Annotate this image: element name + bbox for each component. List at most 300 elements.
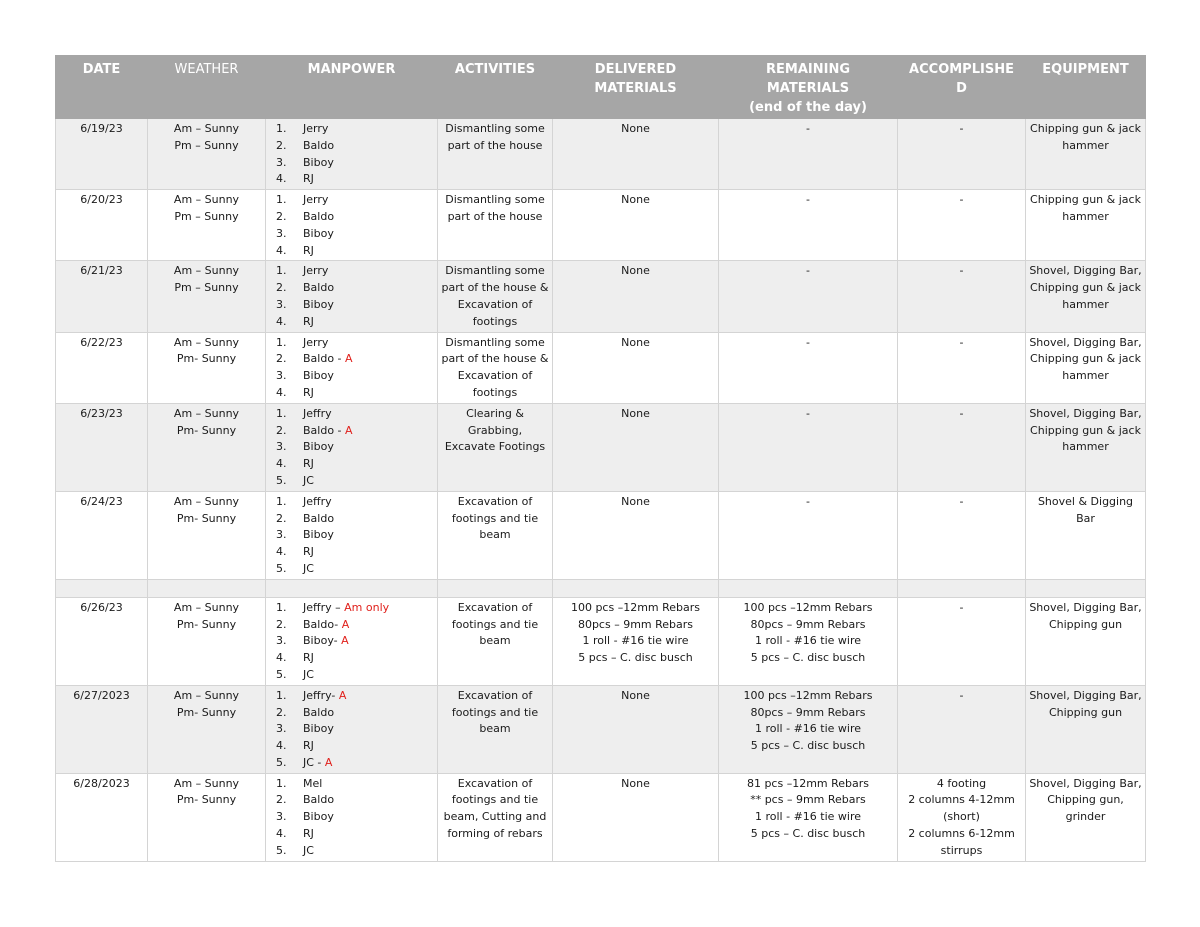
date-cell: 6/28/2023 [56, 773, 148, 861]
remaining-cell-line: 1 roll - #16 tie wire [754, 634, 862, 648]
crew-name: Baldo - [303, 352, 346, 366]
crew-number: 5. [276, 561, 287, 575]
crew-member [276, 688, 434, 705]
header-accomplished: ACCOMPLISHE D [898, 56, 1026, 119]
table-row [56, 261, 1146, 332]
crew-number: 1. [276, 335, 287, 349]
accomplished-cell-line: 2 columns 4-12mm [908, 793, 1015, 807]
crew-list [269, 121, 434, 188]
manpower-cell [266, 597, 438, 685]
crew-number: 3. [276, 634, 287, 648]
crew-name: Jeffry [303, 494, 332, 508]
crew-number: 1. [276, 264, 287, 278]
crew-name: RJ [303, 739, 314, 753]
accomplished-cell-line: - [959, 600, 964, 614]
empty-cell [438, 579, 553, 597]
remaining-cell-line: - [806, 494, 810, 508]
date-cell: 6/23/23 [56, 403, 148, 491]
manpower-cell [266, 190, 438, 261]
crew-number: 1. [276, 122, 287, 135]
crew-number: 2. [276, 423, 287, 437]
remaining-cell-line: 5 pcs – C. disc busch [750, 739, 866, 753]
crew-name: Baldo [303, 705, 335, 719]
accomplished-cell-line: - [959, 122, 964, 135]
accomplished-cell-line: - [959, 264, 964, 278]
activities-cell [438, 491, 553, 579]
crew-number: 3. [276, 369, 287, 383]
equipment-cell-text: Shovel, Digging Bar, Chipping gun & jack hammer [1029, 335, 1142, 383]
crew-number: 5. [276, 473, 287, 487]
crew-member [276, 368, 434, 385]
delivered-cell [553, 332, 719, 403]
crew-number: 5. [276, 843, 287, 857]
weather-cell-line: Am – Sunny [173, 193, 240, 207]
remaining-cell-line: ** pcs – 9mm Rebars [750, 793, 866, 807]
crew-name: Baldo [303, 511, 335, 525]
crew-number: 2. [276, 138, 287, 152]
date-cell: 6/26/23 [56, 597, 148, 685]
crew-member [276, 138, 434, 155]
weather-cell-line: Am – Sunny [173, 600, 240, 614]
crew-number: 3. [276, 440, 287, 454]
date-cell: 6/20/23 [56, 190, 148, 261]
daily-report-table [55, 55, 1146, 862]
attendance-mark: Am only [344, 600, 390, 614]
crew-member [276, 456, 434, 473]
crew-member [276, 209, 434, 226]
weather-cell [148, 773, 266, 861]
activities-cell-text: Excavation of footings and tie beam, Cutting and forming of rebars [443, 776, 547, 841]
empty-cell [266, 579, 438, 597]
crew-number: 2. [276, 511, 287, 525]
header-date: DATE [56, 56, 148, 119]
crew-name: Baldo - [303, 423, 346, 437]
crew-name: Biboy [303, 297, 334, 311]
crew-name: RJ [303, 314, 314, 328]
accomplished-cell-line: - [959, 335, 964, 349]
crew-name: Baldo [303, 793, 335, 807]
crew-number: 5. [276, 667, 287, 681]
activities-cell [438, 119, 553, 190]
weather-cell-line: Am – Sunny [173, 494, 240, 508]
crew-name: Biboy- [303, 634, 342, 648]
crew-member [276, 792, 434, 809]
weather-cell-line: Pm- Sunny [176, 617, 237, 631]
crew-name: JC - [303, 755, 325, 769]
delivered-cell [553, 491, 719, 579]
attendance-mark: A [345, 352, 353, 366]
crew-list [269, 688, 434, 772]
crew-number: 2. [276, 281, 287, 295]
manpower-cell [266, 119, 438, 190]
crew-list [269, 406, 434, 490]
activities-cell [438, 403, 553, 491]
delivered-cell-line: None [621, 776, 650, 790]
accomplished-cell-line: - [959, 494, 964, 508]
date-cell: 6/27/2023 [56, 685, 148, 773]
crew-list [269, 494, 434, 578]
crew-member [276, 843, 434, 860]
table-row-blank [56, 579, 1146, 597]
table-row [56, 773, 1146, 861]
remaining-cell-line: - [806, 193, 810, 207]
accomplished-cell [898, 190, 1026, 261]
attendance-mark: A [341, 634, 349, 648]
remaining-cell-line: - [806, 335, 810, 349]
table-row [56, 190, 1146, 261]
empty-cell [56, 579, 148, 597]
weather-cell-line: Pm- Sunny [176, 511, 237, 525]
crew-name: Biboy [303, 155, 334, 169]
crew-number: 4. [276, 385, 287, 399]
delivered-cell-line: None [621, 406, 650, 420]
crew-number: 3. [276, 810, 287, 824]
delivered-cell-line: None [621, 335, 650, 349]
crew-name: JC [303, 473, 314, 487]
equipment-cell [1026, 403, 1146, 491]
crew-number: 4. [276, 827, 287, 841]
manpower-cell [266, 332, 438, 403]
crew-number: 1. [276, 494, 287, 508]
manpower-cell [266, 491, 438, 579]
accomplished-cell [898, 119, 1026, 190]
weather-cell [148, 403, 266, 491]
remaining-cell-line: - [806, 264, 810, 278]
equipment-cell [1026, 773, 1146, 861]
weather-cell-line: Am – Sunny [173, 688, 240, 702]
crew-name: RJ [303, 827, 314, 841]
crew-number: 1. [276, 406, 287, 420]
remaining-cell-line: 81 pcs –12mm Rebars [746, 776, 870, 790]
header-manpower: MANPOWER [266, 56, 438, 119]
crew-name: Biboy [303, 440, 334, 454]
accomplished-cell [898, 597, 1026, 685]
equipment-cell-text: Shovel, Digging Bar, Chipping gun [1029, 600, 1142, 631]
equipment-cell-text: Shovel, Digging Bar, Chipping gun & jack hammer [1029, 406, 1142, 454]
remaining-cell-line: 5 pcs – C. disc busch [750, 827, 866, 841]
weather-cell-line: Am – Sunny [173, 264, 240, 278]
activities-cell [438, 332, 553, 403]
crew-member [276, 406, 434, 423]
weather-cell-line: Am – Sunny [173, 335, 240, 349]
crew-member [276, 280, 434, 297]
remaining-cell [719, 491, 898, 579]
manpower-cell [266, 773, 438, 861]
crew-member [276, 705, 434, 722]
empty-cell [553, 579, 719, 597]
header-equipment: EQUIPMENT [1026, 56, 1146, 119]
crew-member [276, 544, 434, 561]
crew-number: 1. [276, 193, 287, 207]
weather-cell-line: Am – Sunny [173, 776, 240, 790]
crew-name: Jerry [303, 193, 329, 207]
crew-number: 4. [276, 314, 287, 328]
delivered-cell-line: 5 pcs – C. disc busch [578, 651, 693, 665]
crew-member [276, 423, 434, 440]
manpower-cell [266, 685, 438, 773]
crew-name: RJ [303, 651, 314, 665]
crew-name: Jerry [303, 264, 329, 278]
crew-list [269, 192, 434, 259]
table-row [56, 685, 1146, 773]
remaining-cell [719, 773, 898, 861]
crew-member [276, 473, 434, 490]
crew-number: 3. [276, 722, 287, 736]
crew-number: 4. [276, 739, 287, 753]
equipment-cell [1026, 685, 1146, 773]
attendance-mark: A [324, 755, 333, 769]
table-header [56, 56, 1146, 119]
date-cell: 6/24/23 [56, 491, 148, 579]
crew-number: 3. [276, 528, 287, 542]
delivered-cell-line: 80pcs – 9mm Rebars [577, 617, 694, 631]
accomplished-cell-line: 2 columns 6-12mm [908, 827, 1015, 841]
crew-member [276, 335, 434, 352]
equipment-cell [1026, 190, 1146, 261]
crew-list [269, 776, 434, 860]
crew-number: 4. [276, 172, 287, 186]
crew-number: 2. [276, 793, 287, 807]
crew-member [276, 439, 434, 456]
attendance-mark: A [345, 423, 353, 437]
header-delivered-materials: DELIVERED MATERIALS [553, 56, 719, 119]
crew-member [276, 192, 434, 209]
remaining-cell-line: 1 roll - #16 tie wire [754, 722, 862, 736]
weather-cell [148, 261, 266, 332]
accomplished-cell-line: - [959, 193, 964, 207]
delivered-cell-line: None [621, 494, 650, 508]
crew-name: JC [303, 561, 314, 575]
empty-cell [898, 579, 1026, 597]
equipment-cell [1026, 491, 1146, 579]
crew-name: Baldo- [303, 617, 342, 631]
crew-number: 1. [276, 688, 287, 702]
crew-number: 2. [276, 209, 287, 223]
crew-name: RJ [303, 172, 314, 186]
delivered-cell [553, 773, 719, 861]
crew-member [276, 809, 434, 826]
remaining-cell [719, 332, 898, 403]
equipment-cell-text: Shovel, Digging Bar, Chipping gun, grinder [1029, 776, 1142, 824]
equipment-cell-text: Shovel, Digging Bar, Chipping gun [1029, 688, 1142, 719]
weather-cell-line: Am – Sunny [173, 122, 240, 135]
remaining-cell-line: - [806, 406, 810, 420]
crew-name: RJ [303, 243, 314, 257]
crew-number: 5. [276, 755, 287, 769]
weather-cell [148, 332, 266, 403]
crew-member [276, 494, 434, 511]
crew-number: 3. [276, 226, 287, 240]
activities-cell [438, 773, 553, 861]
delivered-cell-line: None [621, 688, 650, 702]
crew-number: 2. [276, 352, 287, 366]
crew-member [276, 600, 434, 617]
crew-number: 1. [276, 776, 287, 790]
crew-number: 3. [276, 155, 287, 169]
empty-cell [1026, 579, 1146, 597]
crew-name: Jerry [303, 122, 329, 135]
equipment-cell-text: Shovel, Digging Bar, Chipping gun & jack hammer [1029, 264, 1142, 311]
remaining-cell-line: 5 pcs – C. disc busch [750, 651, 866, 665]
crew-member [276, 561, 434, 578]
attendance-mark: A [338, 688, 347, 702]
delivered-cell [553, 190, 719, 261]
crew-number: 4. [276, 243, 287, 257]
equipment-cell [1026, 119, 1146, 190]
accomplished-cell [898, 773, 1026, 861]
attendance-mark: A [341, 617, 350, 631]
delivered-cell-line: None [621, 122, 650, 135]
crew-name: Baldo [303, 281, 335, 295]
crew-member [276, 155, 434, 172]
empty-cell [719, 579, 898, 597]
crew-name: JC [303, 667, 314, 681]
remaining-cell-line: 80pcs – 9mm Rebars [750, 617, 866, 631]
crew-member [276, 826, 434, 843]
weather-cell-line: Pm- Sunny [176, 793, 237, 807]
crew-member [276, 738, 434, 755]
table-row [56, 403, 1146, 491]
crew-list [269, 335, 434, 402]
activities-cell [438, 261, 553, 332]
delivered-cell-line: 1 roll - #16 tie wire [582, 634, 689, 648]
crew-name: Jerry [303, 335, 329, 349]
crew-name: Biboy [303, 722, 334, 736]
equipment-cell-text: Chipping gun & jack hammer [1030, 193, 1141, 223]
weather-cell-line: Pm – Sunny [174, 281, 239, 295]
activities-cell-text: Dismantling some part of the house [445, 193, 545, 223]
activities-cell-text: Dismantling some part of the house [445, 122, 545, 152]
weather-cell [148, 491, 266, 579]
crew-member [276, 617, 434, 634]
crew-number: 4. [276, 457, 287, 471]
crew-member [276, 243, 434, 260]
weather-cell [148, 190, 266, 261]
table-row [56, 332, 1146, 403]
weather-cell [148, 119, 266, 190]
crew-number: 3. [276, 297, 287, 311]
delivered-cell [553, 685, 719, 773]
crew-name: Baldo [303, 138, 335, 152]
crew-member [276, 527, 434, 544]
header-activities: ACTIVITIES [438, 56, 553, 119]
equipment-cell-text: Shovel & Digging Bar [1037, 494, 1134, 525]
delivered-cell-line: None [621, 193, 650, 207]
accomplished-cell [898, 491, 1026, 579]
empty-cell [148, 579, 266, 597]
crew-list [269, 600, 434, 684]
table-row [56, 119, 1146, 190]
crew-name: JC [303, 843, 314, 857]
remaining-cell-line: 1 roll - #16 tie wire [754, 810, 862, 824]
crew-number: 4. [276, 545, 287, 559]
table-body [56, 119, 1146, 862]
crew-member [276, 314, 434, 331]
remaining-cell [719, 190, 898, 261]
crew-member [276, 263, 434, 280]
crew-name: Biboy [303, 226, 334, 240]
crew-name: Baldo [303, 209, 335, 223]
crew-name: Biboy [303, 810, 334, 824]
accomplished-cell [898, 403, 1026, 491]
delivered-cell-line: 100 pcs –12mm Rebars [570, 600, 701, 614]
crew-name: Jeffry – [303, 600, 345, 614]
weather-cell [148, 597, 266, 685]
crew-name: RJ [303, 385, 314, 399]
weather-cell-line: Am – Sunny [173, 406, 240, 420]
date-cell: 6/22/23 [56, 332, 148, 403]
header-weather: WEATHER [148, 56, 266, 119]
crew-member [276, 650, 434, 667]
date-cell: 6/21/23 [56, 261, 148, 332]
accomplished-cell [898, 261, 1026, 332]
crew-name: Jeffry [303, 406, 332, 420]
crew-name: Mel [303, 776, 323, 790]
activities-cell-text: Dismantling some part of the house & Excavation of footings [441, 335, 549, 399]
equipment-cell [1026, 261, 1146, 332]
delivered-cell-line: None [621, 264, 650, 278]
remaining-cell [719, 261, 898, 332]
remaining-cell [719, 403, 898, 491]
table-row [56, 491, 1146, 579]
remaining-cell-line: 100 pcs –12mm Rebars [743, 688, 873, 702]
accomplished-cell [898, 685, 1026, 773]
activities-cell-text: Dismantling some part of the house & Excavation of footings [441, 264, 549, 328]
date-cell: 6/19/23 [56, 119, 148, 190]
remaining-cell [719, 597, 898, 685]
delivered-cell [553, 119, 719, 190]
remaining-cell [719, 119, 898, 190]
crew-member [276, 511, 434, 528]
crew-member [276, 171, 434, 188]
remaining-cell-line: - [806, 122, 810, 135]
equipment-cell [1026, 332, 1146, 403]
accomplished-cell-line: (short) [943, 810, 980, 824]
crew-member [276, 633, 434, 650]
activities-cell-text: Excavation of footings and tie beam [451, 494, 539, 542]
delivered-cell [553, 597, 719, 685]
crew-member [276, 667, 434, 684]
equipment-cell [1026, 597, 1146, 685]
crew-member [276, 121, 434, 138]
delivered-cell [553, 403, 719, 491]
weather-cell-line: Pm- Sunny [176, 705, 237, 719]
manpower-cell [266, 403, 438, 491]
crew-member [276, 351, 434, 368]
activities-cell-text: Clearing & Grabbing, Excavate Footings [444, 406, 546, 454]
accomplished-cell-line: stirrups [940, 843, 983, 857]
accomplished-cell-line: 4 footing [936, 776, 987, 790]
crew-member [276, 385, 434, 402]
weather-cell-line: Pm – Sunny [174, 209, 239, 223]
equipment-cell-text: Chipping gun & jack hammer [1030, 122, 1141, 152]
crew-name: RJ [303, 457, 314, 471]
activities-cell [438, 597, 553, 685]
crew-name: Biboy [303, 369, 334, 383]
crew-member [276, 755, 434, 772]
weather-cell-line: Pm- Sunny [176, 352, 237, 366]
remaining-cell [719, 685, 898, 773]
delivered-cell [553, 261, 719, 332]
activities-cell [438, 190, 553, 261]
table-row [56, 597, 1146, 685]
activities-cell [438, 685, 553, 773]
header-remaining-materials: REMAINING MATERIALS (end of the day) [719, 56, 898, 119]
weather-cell-line: Pm – Sunny [174, 138, 239, 152]
remaining-cell-line: 100 pcs –12mm Rebars [743, 600, 873, 614]
activities-cell-text: Excavation of footings and tie beam [451, 688, 539, 736]
crew-member [276, 226, 434, 243]
